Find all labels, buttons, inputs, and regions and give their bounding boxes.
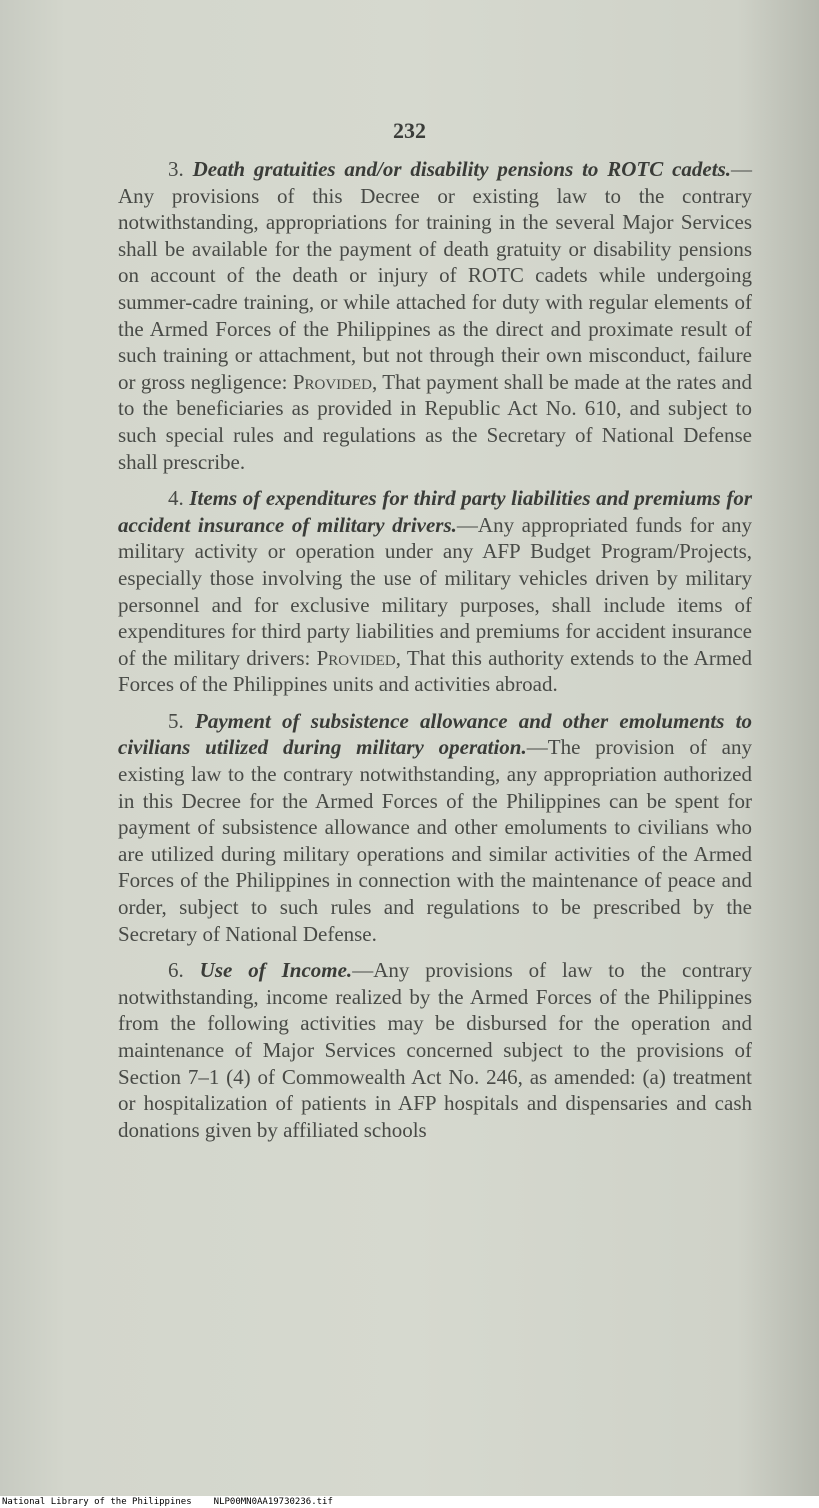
paragraph-4: [118, 485, 752, 698]
page-number: 232: [393, 118, 426, 143]
paragraph-heading: Payment of subsistence allowance and other emoluments to civilians utilized during military operation.: [118, 708, 752, 760]
file-name: NLP00MN0AA19730236.tif: [213, 1497, 333, 1507]
library-name: National Library of the Philippines: [2, 1497, 192, 1507]
paragraph-heading: Use of Income.: [199, 958, 353, 983]
proviso-label: Provided: [316, 645, 396, 670]
paragraph-number: 3.: [168, 157, 184, 181]
paragraph-text: , That this authority extends to the Armed Forces of the Philippines units and activities abroad.: [118, 645, 752, 697]
paragraph-text: , That payment shall be made at the rates and to the beneficiaries as provided in Republic Act No. 610, and subject to such special rules and regulations as the Secretary of National Defense shall prescribe.: [118, 369, 752, 474]
paragraph-3: [118, 156, 752, 475]
paragraph-number: 5.: [168, 708, 184, 733]
paragraph-number: 4.: [168, 486, 184, 511]
paragraph-text: —Any provisions of law to the contrary notwithstanding, income realized by the Armed Forces of the Philippines from the following activities may be disbursed for the operation and maintenance of Major Services concerned subject to the provisions of Section 7–1 (4) of Commowealth Act No. 246, as amended: (a) treatment or hospitalization of patients in AFP hospitals and dispensaries and cash donations given by affiliated schools: [118, 958, 753, 1142]
paragraph-6: [118, 957, 752, 1143]
paragraph-text: —Any provisions of this Decree or existing law to the contrary notwithstanding, appropriations for training in the several Major Services shall be available for the payment of death gratuity or disability pensions on account of the death or injury of ROTC cadets while undergoing summer-cadre training, or while attached for duty with regular elements of the Armed Forces of the Philippines as the direct and proximate result of such training or attachment, but not through their own misconduct, failure or gross negligence:: [118, 157, 752, 394]
paragraph-heading: Death gratuities and/or disability pensions to ROTC cadets.: [192, 157, 731, 181]
scan-footer: [0, 1496, 819, 1508]
paragraph-text: —Any appropriated funds for any military activity or operation under any AFP Budget Program/Projects, especially those involving the use of military vehicles driven by military personnel and for exclusive military purposes, shall include items of expenditures for third party liabilities and premiums for accident insurance of the military drivers:: [118, 512, 752, 670]
paragraph-text: —The provision of any existing law to the contrary notwithstanding, any appropriation authorized in this Decree for the Armed Forces of the Philippines can be spent for payment of subsistence allowance and other emoluments to civilians who are utilized during military operations and similar activities of the Armed Forces of the Philippines in connection with the maintenance of peace and order, subject to such rules and regulations to be prescribed by the Secretary of National Defense.: [118, 735, 753, 946]
proviso-label: Provided: [292, 369, 372, 394]
paragraph-5: [118, 708, 752, 947]
page-body: [118, 156, 752, 1153]
paragraph-heading: Items of expenditures for third party liabilities and premiums for accident insurance of military drivers.: [118, 486, 753, 537]
paragraph-number: 6.: [168, 958, 184, 983]
